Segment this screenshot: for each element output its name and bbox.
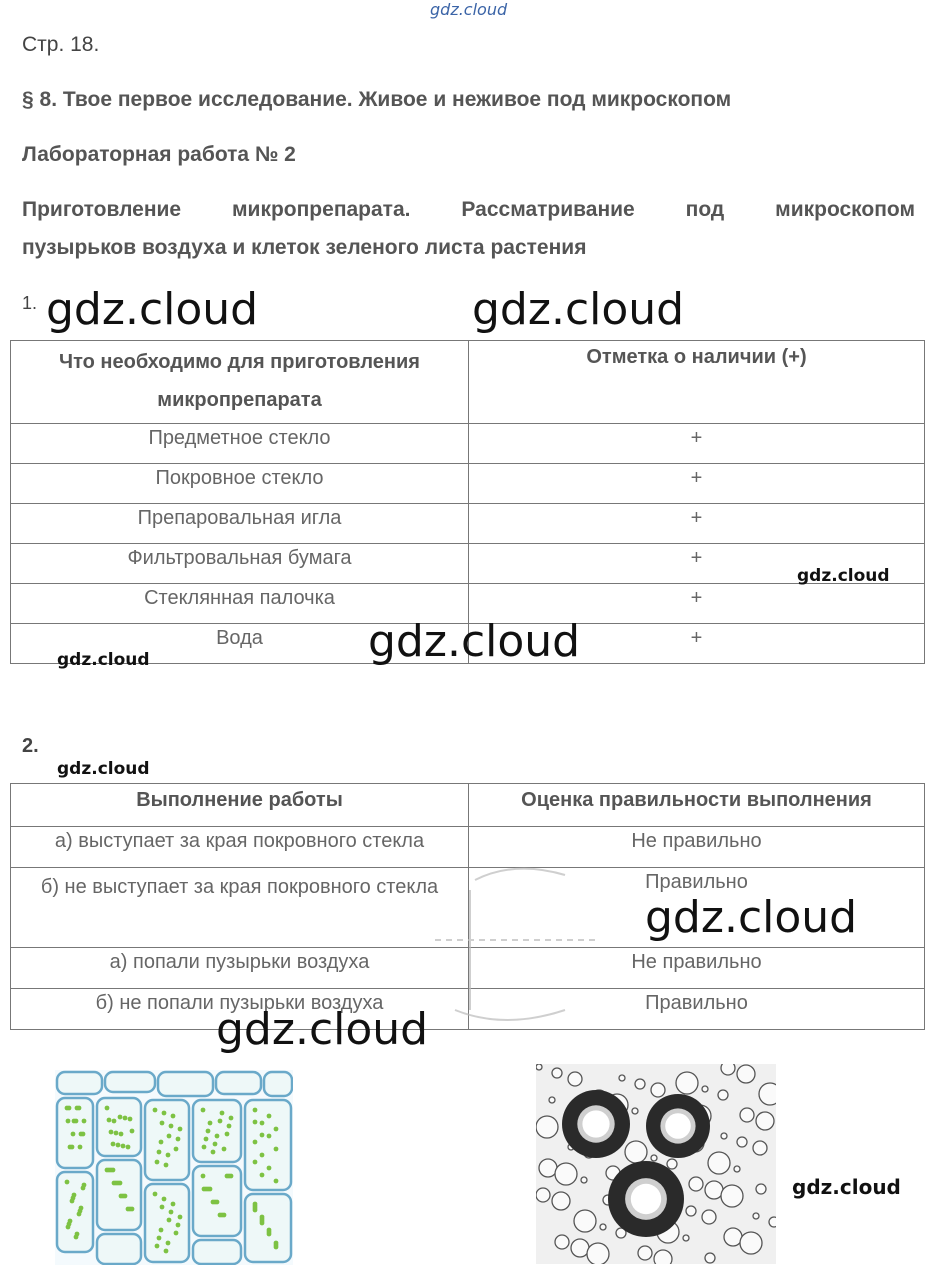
lab-title: Лабораторная работа № 2: [22, 143, 296, 166]
chloroplast: [74, 1235, 79, 1240]
chloroplast: [171, 1114, 176, 1119]
leaf-cell: [97, 1234, 141, 1264]
small-bubble: [651, 1083, 665, 1097]
task2-number: 2.: [22, 735, 39, 757]
table-row: [11, 424, 925, 464]
action-column-header: Выполнение работы: [11, 784, 469, 827]
equipment-cell: Препаровальная игла: [11, 504, 469, 544]
mark-cell: +: [469, 464, 925, 504]
chloroplast: [121, 1144, 126, 1149]
watermark-top: gdz.cloud: [430, 0, 508, 19]
chloroplast: [166, 1241, 171, 1246]
chloroplast: [208, 1121, 213, 1126]
chloroplast: [81, 1132, 86, 1137]
small-bubble: [689, 1177, 703, 1191]
chloroplast: [71, 1132, 76, 1137]
equipment-cell: Покровное стекло: [11, 464, 469, 504]
equipment-cell: Вода: [11, 624, 469, 664]
leaf-cell: [145, 1100, 189, 1180]
chloroplast: [118, 1115, 123, 1120]
lab-topic-word: микропрепарата.: [232, 198, 411, 221]
chloroplast: [105, 1106, 110, 1111]
small-bubble: [638, 1246, 652, 1260]
chloroplast: [267, 1166, 272, 1171]
small-bubble: [737, 1065, 755, 1083]
chloroplast: [178, 1127, 183, 1132]
chloroplast: [215, 1134, 220, 1139]
chloroplast: [114, 1131, 119, 1136]
chloroplast: [159, 1228, 164, 1233]
chloroplast: [206, 1129, 211, 1134]
small-bubble: [667, 1159, 677, 1169]
chloroplast: [253, 1140, 258, 1145]
small-bubble: [721, 1064, 735, 1075]
air-bubble-highlight: [631, 1184, 661, 1214]
action-cell: б) не попали пузырьки воздуха: [11, 989, 469, 1030]
chloroplast: [153, 1192, 158, 1197]
chloroplast: [229, 1116, 234, 1121]
lab-topic-line1: [22, 198, 915, 222]
chloroplast: [202, 1145, 207, 1150]
small-bubble: [654, 1250, 672, 1264]
chloroplast: [253, 1108, 258, 1113]
leaf-cell: [57, 1172, 93, 1252]
chloroplast: [162, 1197, 167, 1202]
chloroplast: [267, 1232, 272, 1237]
small-bubble: [683, 1235, 689, 1241]
leaf-cell: [158, 1072, 213, 1096]
grade-column-header: Оценка правильности выполнения: [469, 784, 925, 827]
mark-cell: +: [469, 504, 925, 544]
air-bubble-highlight: [582, 1110, 609, 1137]
chloroplast: [218, 1119, 223, 1124]
chloroplast: [155, 1244, 160, 1249]
action-cell: б) не выступает за края покровного стекла: [11, 868, 469, 948]
chloroplast: [227, 1124, 232, 1129]
small-bubble: [759, 1083, 776, 1105]
small-bubble: [718, 1090, 728, 1100]
chloroplast: [70, 1199, 75, 1204]
chloroplast: [112, 1119, 117, 1124]
chloroplast: [169, 1124, 174, 1129]
chloroplast: [222, 1147, 227, 1152]
chloroplast: [260, 1133, 265, 1138]
small-bubble: [549, 1097, 555, 1103]
chloroplast: [174, 1231, 179, 1236]
small-bubble: [724, 1228, 742, 1246]
chloroplast: [178, 1215, 183, 1220]
leaf-cell: [264, 1072, 292, 1096]
chloroplast: [204, 1137, 209, 1142]
small-bubble: [600, 1224, 606, 1230]
grade-cell: Не правильно: [469, 827, 925, 868]
chloroplast: [166, 1153, 171, 1158]
small-bubble: [635, 1079, 645, 1089]
chloroplast: [167, 1218, 172, 1223]
chloroplast: [211, 1150, 216, 1155]
leaf-cell: [216, 1072, 261, 1094]
equipment-cell: Фильтровальная бумага: [11, 544, 469, 584]
watermark: gdz.cloud: [645, 892, 858, 943]
grade-cell: Правильно: [469, 989, 925, 1030]
chloroplast: [78, 1145, 83, 1150]
table-row: [11, 464, 925, 504]
small-bubble: [536, 1116, 558, 1138]
watermark: gdz.cloud: [57, 759, 150, 779]
leaf-cells-image: [55, 1070, 293, 1265]
small-bubble: [702, 1086, 708, 1092]
leaf-cell: [57, 1072, 102, 1094]
grade-cell: Не правильно: [469, 948, 925, 989]
small-bubble: [574, 1210, 596, 1232]
small-bubble: [587, 1243, 609, 1264]
small-bubble: [536, 1188, 550, 1202]
chloroplast: [225, 1174, 230, 1179]
chloroplast: [123, 1116, 128, 1121]
chloroplast: [66, 1119, 71, 1124]
small-bubble: [571, 1239, 589, 1257]
small-bubble: [552, 1068, 562, 1078]
chloroplast: [201, 1174, 206, 1179]
chloroplast: [260, 1153, 265, 1158]
leaf-cell: [105, 1072, 155, 1092]
chloroplast: [119, 1132, 124, 1137]
chloroplast: [77, 1212, 82, 1217]
task1-number: 1.: [22, 293, 38, 313]
chloroplast: [107, 1118, 112, 1123]
mark-cell: +: [469, 624, 925, 664]
chloroplast: [274, 1245, 279, 1250]
grade-cell: Правильно: [469, 868, 925, 948]
chloroplast: [176, 1223, 181, 1228]
chloroplast: [116, 1143, 121, 1148]
chloroplast: [267, 1134, 272, 1139]
chloroplast: [202, 1187, 207, 1192]
action-cell: а) попали пузырьки воздуха: [11, 948, 469, 989]
leaf-cell: [193, 1240, 241, 1264]
watermark: gdz.cloud: [46, 284, 259, 335]
small-bubble: [581, 1177, 587, 1183]
chloroplast: [164, 1249, 169, 1254]
table-row: [11, 544, 925, 584]
chloroplast: [66, 1225, 71, 1230]
table-header-row: [11, 784, 925, 827]
small-bubble: [632, 1108, 638, 1114]
chloroplast: [176, 1137, 181, 1142]
small-bubble: [536, 1064, 542, 1070]
chloroplast: [167, 1134, 172, 1139]
chloroplast: [159, 1140, 164, 1145]
small-bubble: [651, 1155, 657, 1161]
small-bubble: [539, 1159, 557, 1177]
chloroplast: [274, 1179, 279, 1184]
small-bubble: [708, 1152, 730, 1174]
chloroplast: [253, 1120, 258, 1125]
chloroplast: [253, 1160, 258, 1165]
mark-cell: +: [469, 544, 925, 584]
lab-topic-word: Приготовление: [22, 198, 182, 221]
small-bubble: [555, 1235, 569, 1249]
chloroplast: [164, 1163, 169, 1168]
small-bubble: [753, 1213, 759, 1219]
chloroplast: [225, 1132, 230, 1137]
faded-stamp: [415, 860, 615, 1030]
small-bubble: [753, 1141, 767, 1155]
chloroplast: [128, 1117, 133, 1122]
leaf-cell: [97, 1098, 141, 1156]
small-bubble: [721, 1133, 727, 1139]
air-bubble-highlight: [665, 1113, 691, 1139]
chloroplast: [74, 1119, 79, 1124]
page-number: Стр. 18.: [22, 33, 100, 56]
air-bubbles-image: [536, 1064, 776, 1264]
small-bubble: [552, 1192, 570, 1210]
small-bubble: [734, 1166, 740, 1172]
chloroplast: [260, 1121, 265, 1126]
watermark: gdz.cloud: [57, 650, 150, 670]
equipment-column-header: Что необходимо для приготовления микропрепарата: [11, 341, 469, 424]
lab-topic-word: микроскопом: [775, 198, 915, 221]
lab-topic-line2: пузырьков воздуха и клеток зеленого листа растения: [22, 236, 587, 259]
small-bubble: [676, 1072, 698, 1094]
chloroplast: [82, 1119, 87, 1124]
chloroplast: [155, 1160, 160, 1165]
chloroplast: [67, 1106, 72, 1111]
chloroplast: [118, 1181, 123, 1186]
leaf-cell: [245, 1100, 291, 1190]
small-bubble: [740, 1108, 754, 1122]
table-row: [11, 504, 925, 544]
chloroplast: [274, 1127, 279, 1132]
chloroplast: [157, 1236, 162, 1241]
small-bubble: [686, 1206, 696, 1216]
chloroplast: [171, 1202, 176, 1207]
action-cell: а) выступает за края покровного стекла: [11, 827, 469, 868]
chloroplast: [213, 1142, 218, 1147]
small-bubble: [555, 1163, 577, 1185]
chloroplast: [253, 1208, 258, 1213]
watermark: gdz.cloud: [797, 566, 890, 586]
chloroplast: [220, 1111, 225, 1116]
chloroplast: [65, 1180, 70, 1185]
lab-topic-word: под: [685, 198, 725, 221]
small-bubble: [769, 1217, 776, 1227]
section-title: § 8. Твое первое исследование. Живое и неживое под микроскопом: [22, 88, 732, 111]
chloroplast: [162, 1111, 167, 1116]
mark-cell: +: [469, 584, 925, 624]
small-bubble: [737, 1137, 747, 1147]
table-header-row: [11, 341, 925, 424]
equipment-cell: Стеклянная палочка: [11, 584, 469, 624]
lab-topic-word: Рассматривание: [461, 198, 635, 221]
chloroplast: [77, 1106, 82, 1111]
equipment-cell: Предметное стекло: [11, 424, 469, 464]
chloroplast: [111, 1168, 116, 1173]
chloroplast: [201, 1108, 206, 1113]
chloroplast: [260, 1173, 265, 1178]
chloroplast: [157, 1150, 162, 1155]
watermark: gdz.cloud: [472, 284, 685, 335]
chloroplast: [123, 1194, 128, 1199]
chloroplast: [81, 1186, 86, 1191]
chloroplast: [169, 1210, 174, 1215]
watermark: gdz.cloud: [368, 616, 581, 667]
chloroplast: [109, 1130, 114, 1135]
mark-cell: +: [469, 424, 925, 464]
chloroplast: [126, 1145, 131, 1150]
chloroplast: [130, 1129, 135, 1134]
small-bubble: [721, 1185, 743, 1207]
chloroplast: [274, 1147, 279, 1152]
chloroplast: [174, 1147, 179, 1152]
chloroplast: [111, 1142, 116, 1147]
small-bubble: [625, 1141, 647, 1163]
chloroplast: [218, 1213, 223, 1218]
watermark: gdz.cloud: [792, 1175, 901, 1199]
chloroplast: [160, 1205, 165, 1210]
chloroplast: [70, 1145, 75, 1150]
chloroplast: [153, 1108, 158, 1113]
small-bubble: [740, 1232, 762, 1254]
mark-column-header: Отметка о наличии (+): [469, 341, 925, 424]
leaf-cell: [193, 1100, 241, 1162]
small-bubble: [756, 1184, 766, 1194]
chloroplast: [211, 1200, 216, 1205]
chloroplast: [160, 1121, 165, 1126]
watermark: gdz.cloud: [216, 1004, 429, 1055]
small-bubble: [619, 1075, 625, 1081]
small-bubble: [705, 1253, 715, 1263]
chloroplast: [267, 1114, 272, 1119]
chloroplast: [130, 1207, 135, 1212]
small-bubble: [756, 1112, 774, 1130]
chloroplast: [260, 1221, 265, 1226]
small-bubble: [568, 1072, 582, 1086]
small-bubble: [702, 1210, 716, 1224]
small-bubble: [705, 1181, 723, 1199]
